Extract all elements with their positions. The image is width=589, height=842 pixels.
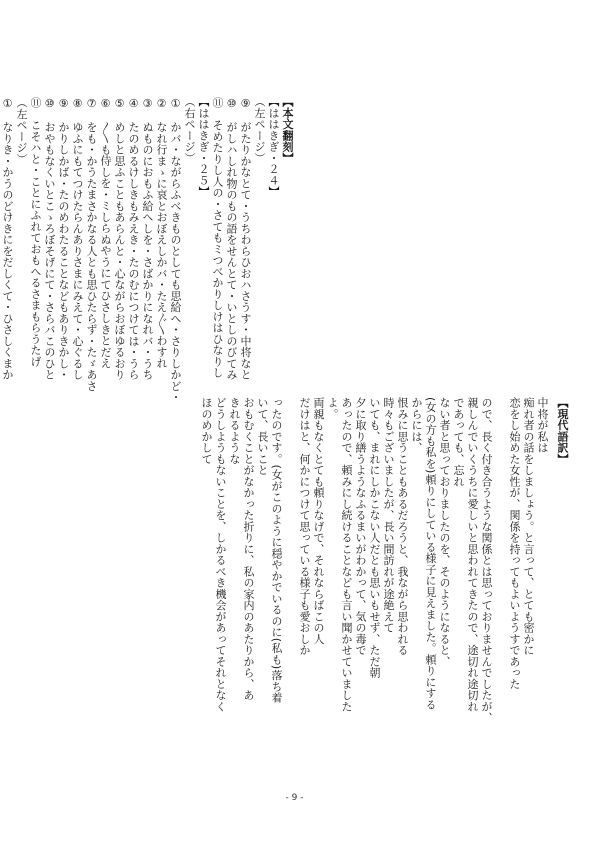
text-line: 中将が私は: [536, 397, 549, 454]
text-line: （右ページ）: [183, 96, 196, 164]
text-line: 夕に取り繕うようなふるまいがわかって、気の毒で: [354, 397, 367, 656]
text-line: ③ ぬものにおもふ給へしを・さばかりになれバ・うち: [141, 97, 154, 381]
page-number: - 9 -: [285, 793, 304, 803]
text-line: ② なれ行まゝに哀とおぼえしかバ・たえ〴〵わすれ: [155, 97, 168, 369]
text-line: （左ページ）: [15, 97, 28, 165]
text-line: ① かバ・ながらふべきものとしても思給へ・さりしかど・: [169, 97, 182, 403]
text-line: ので、長く付き合うような関係とは思っておりませんでしたが、: [480, 397, 493, 724]
text-line: ⑥ 〳〵も侍しを・ミしらぬやうにてひさしきとだえ: [99, 97, 112, 369]
original-text-heading: 【本文翻刻】: [281, 96, 294, 164]
text-line: いても、まれにしかこない人だとも思いもせず、ただ朝: [368, 397, 381, 679]
text-line: ④ たのめるけしきもみえき・たのむにつけては・うら: [127, 97, 140, 381]
text-line: だけはと、何かにつけて思っている様子も愛おしか: [298, 397, 311, 656]
text-line: あったので、頼みにし続けることなども言い聞かせていました: [340, 397, 353, 712]
text-line: ⑧ ゆふにもてつけたらんありさまにみえて・心ぐるし: [71, 97, 84, 381]
text-line: （左ページ）: [253, 96, 266, 164]
text-line: 親しんでいくうちに愛しいと思われてきたので、途切れ途切れ: [466, 397, 479, 712]
text-line: ⑪ こそハと・ことにふれておもへるさまもらうたげ: [29, 97, 42, 367]
text-line: 時々もございましたが、長い間訪れが途絶えて: [382, 397, 395, 634]
text-line: 恋をし始めた女性が、関係を持ってもよいようすであった: [508, 397, 521, 690]
text-line: (女の方も私を)頼りにしている様子に見えました。頼りにする: [424, 397, 437, 710]
text-line: ったのです。(女がこのように穏やかでいるのに(私も)落ち着: [270, 397, 283, 704]
text-line: よ。: [326, 397, 339, 420]
text-line: ⑦ をも・かうたまさかなる人とも思ひたらず・たゞあさ: [85, 97, 98, 392]
text-line: 【ははきぎ・２５】: [197, 96, 210, 198]
text-line: 痴れ者の話をしましょう。と言って、とても密かに: [522, 397, 535, 656]
text-line: ⑨ がたりかなとて・うちわらひおハさうす・中将なと: [239, 97, 252, 381]
text-line: ① なりき・かうのどけきにをだしくて・ひさしくまか: [1, 97, 14, 381]
text-line: ⑪ そめたりし人の・さてもミつべかりしけはひなりし: [211, 97, 224, 379]
text-line: どうしようもないことを、しかるべき機会があってそれとなく: [214, 397, 227, 712]
text-line: ない者と思っておりましたのを、そのようになると、: [438, 397, 451, 667]
text-line: ⑤ めしと思ふこともあらんと・心ながらおぼゆるおり: [113, 97, 126, 381]
text-line: ほのめかして: [200, 397, 213, 465]
text-line: 恨みに思うこともあるだろうと、我ながら思われる: [396, 397, 409, 656]
text-line: きれるような: [228, 397, 241, 465]
text-line: ⑩ がしハしれ物のもの語をせんとて・いとしのびてみ: [225, 97, 238, 381]
modern-translation-heading: 【現代語訳】: [556, 397, 569, 465]
text-line: おもむくことがなかった折りに、私の家内のあたりから、あ: [242, 397, 255, 701]
text-line: いて、長いこと: [256, 397, 269, 476]
text-line: からには、: [410, 397, 423, 454]
text-line: であっても、忘れ: [452, 397, 465, 487]
text-line: ⑨ かりしかば・たのめわたることなどもありきかし・: [57, 97, 70, 381]
text-line: 【ははきぎ・２４】: [267, 96, 280, 198]
text-line: 両親もなくとても頼りなげで、それならばこの人: [312, 397, 325, 645]
text-line: ⑩ おやもなくいとこゝろぼそげにて・さらバこのひと: [43, 97, 56, 381]
